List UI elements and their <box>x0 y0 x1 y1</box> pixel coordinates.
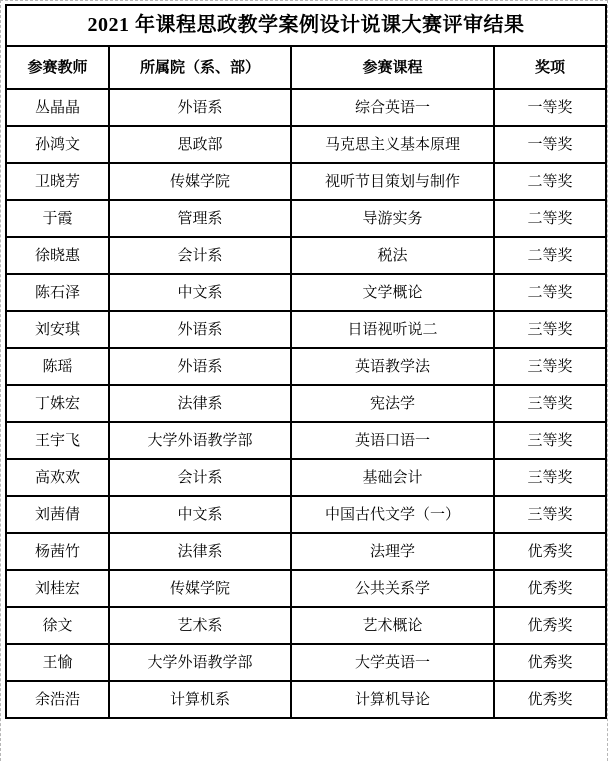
table-row <box>6 163 606 200</box>
column-header-0: 参赛教师 <box>6 46 109 89</box>
table-row <box>6 311 606 348</box>
table-cell: 三等奖 <box>494 348 606 385</box>
table-cell: 二等奖 <box>494 274 606 311</box>
table-cell: 法律系 <box>109 533 291 570</box>
table-row <box>6 89 606 126</box>
table-cell: 高欢欢 <box>6 459 109 496</box>
table-cell: 卫晓芳 <box>6 163 109 200</box>
column-header-3: 奖项 <box>494 46 606 89</box>
table-cell: 文学概论 <box>291 274 494 311</box>
table-cell: 视听节目策划与制作 <box>291 163 494 200</box>
table-cell: 三等奖 <box>494 496 606 533</box>
table-cell: 英语教学法 <box>291 348 494 385</box>
table-cell: 日语视听说二 <box>291 311 494 348</box>
table-cell: 计算机导论 <box>291 681 494 718</box>
table-cell: 徐文 <box>6 607 109 644</box>
results-table <box>5 4 607 719</box>
table-cell: 综合英语一 <box>291 89 494 126</box>
table-cell: 中文系 <box>109 496 291 533</box>
column-header-2: 参赛课程 <box>291 46 494 89</box>
table-row <box>6 422 606 459</box>
table-cell: 三等奖 <box>494 385 606 422</box>
table-cell: 一等奖 <box>494 89 606 126</box>
table-cell: 艺术概论 <box>291 607 494 644</box>
table-cell: 管理系 <box>109 200 291 237</box>
table-cell: 三等奖 <box>494 311 606 348</box>
table-cell: 一等奖 <box>494 126 606 163</box>
table-cell: 马克思主义基本原理 <box>291 126 494 163</box>
table-cell: 优秀奖 <box>494 533 606 570</box>
table-cell: 公共关系学 <box>291 570 494 607</box>
table-cell: 刘安琪 <box>6 311 109 348</box>
page-title: 2021 年课程思政教学案例设计说课大赛评审结果 <box>6 5 606 46</box>
table-cell: 传媒学院 <box>109 163 291 200</box>
table-cell: 大学外语教学部 <box>109 422 291 459</box>
table-cell: 税法 <box>291 237 494 274</box>
table-cell: 二等奖 <box>494 163 606 200</box>
table-cell: 丁姝宏 <box>6 385 109 422</box>
table-cell: 杨茜竹 <box>6 533 109 570</box>
table-row <box>6 607 606 644</box>
table-cell: 法理学 <box>291 533 494 570</box>
table-cell: 计算机系 <box>109 681 291 718</box>
table-cell: 陈石泽 <box>6 274 109 311</box>
table-cell: 丛晶晶 <box>6 89 109 126</box>
table-row <box>6 200 606 237</box>
table-cell: 外语系 <box>109 311 291 348</box>
table-row <box>6 348 606 385</box>
table-cell: 三等奖 <box>494 422 606 459</box>
table-cell: 导游实务 <box>291 200 494 237</box>
table-row <box>6 644 606 681</box>
table-cell: 会计系 <box>109 237 291 274</box>
table-cell: 孙鸿文 <box>6 126 109 163</box>
table-cell: 优秀奖 <box>494 681 606 718</box>
table-cell: 二等奖 <box>494 200 606 237</box>
table-cell: 王愉 <box>6 644 109 681</box>
column-header-1: 所属院（系、部） <box>109 46 291 89</box>
table-cell: 陈瑶 <box>6 348 109 385</box>
title-row <box>6 5 606 46</box>
table-cell: 宪法学 <box>291 385 494 422</box>
table-cell: 刘桂宏 <box>6 570 109 607</box>
table-cell: 二等奖 <box>494 237 606 274</box>
table-cell: 外语系 <box>109 89 291 126</box>
table-cell: 中国古代文学（一） <box>291 496 494 533</box>
table-body <box>6 89 606 718</box>
table-row <box>6 459 606 496</box>
table-cell: 思政部 <box>109 126 291 163</box>
table-row <box>6 681 606 718</box>
table-cell: 于霞 <box>6 200 109 237</box>
table-row <box>6 385 606 422</box>
table-row <box>6 496 606 533</box>
table-row <box>6 126 606 163</box>
table-cell: 传媒学院 <box>109 570 291 607</box>
table-cell: 王宇飞 <box>6 422 109 459</box>
table-cell: 刘茜倩 <box>6 496 109 533</box>
table-cell: 中文系 <box>109 274 291 311</box>
table-cell: 优秀奖 <box>494 644 606 681</box>
table-cell: 三等奖 <box>494 459 606 496</box>
table-cell: 外语系 <box>109 348 291 385</box>
table-cell: 大学外语教学部 <box>109 644 291 681</box>
table-row <box>6 570 606 607</box>
table-row <box>6 533 606 570</box>
table-cell: 会计系 <box>109 459 291 496</box>
table-cell: 艺术系 <box>109 607 291 644</box>
table-cell: 法律系 <box>109 385 291 422</box>
table-cell: 大学英语一 <box>291 644 494 681</box>
table-cell: 优秀奖 <box>494 570 606 607</box>
table-row <box>6 274 606 311</box>
header-row <box>6 46 606 89</box>
table-cell: 徐晓惠 <box>6 237 109 274</box>
table-row <box>6 237 606 274</box>
table-cell: 余浩浩 <box>6 681 109 718</box>
table-cell: 基础会计 <box>291 459 494 496</box>
table-cell: 优秀奖 <box>494 607 606 644</box>
table-cell: 英语口语一 <box>291 422 494 459</box>
